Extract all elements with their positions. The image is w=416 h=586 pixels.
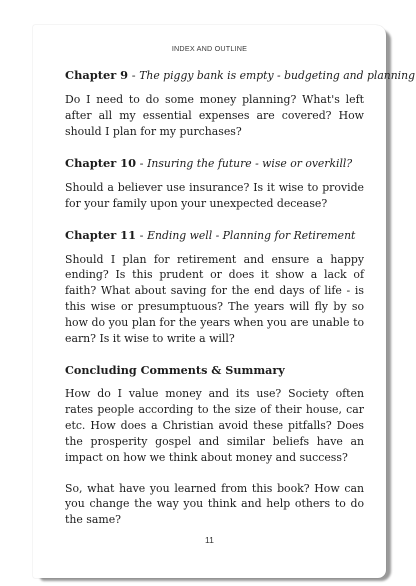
chapter-10-separator: - xyxy=(136,155,148,170)
chapter-11-subtitle: Ending well - Planning for Retirement xyxy=(147,228,356,242)
chapter-11-number: Chapter 11 xyxy=(65,227,137,242)
chapter-9-heading xyxy=(65,67,416,84)
chapter-9-number: Chapter 9 xyxy=(65,68,129,82)
concluding-paragraph-1: How do I value money and its use? Society often rates people according to the size of their house, car etc. How does a Christian avoid these pitfalls? Does the prosperity gospel and similar beliefs have an impact on how we think about money and success? xyxy=(65,386,364,464)
chapter-9-subtitle: The piggy bank is empty - budgeting and planning xyxy=(139,69,416,82)
chapter-9-summary: Do I need to do some money planning? What's left after all my essential expenses are covered? How should I plan for my purchases? xyxy=(65,93,364,138)
concluding-paragraph-2: So, what have you learned from this book? How can you change the way you think and help others to do the same? xyxy=(65,481,364,527)
chapter-11-summary: Should I plan for retirement and ensure a happy ending? Is this prudent or does it show a lack of faith? What about saving for the end days of life - is this wise or presumptuous? The years will fly by so how do you plan for the years when you are unable to earn? Is it wise to write a will? xyxy=(65,252,364,346)
chapter-10-heading xyxy=(65,155,364,172)
book-page xyxy=(33,25,416,578)
chapter-9-separator: - xyxy=(128,68,140,82)
page-number: 11 xyxy=(205,535,214,545)
chapter-11-separator: - xyxy=(136,227,148,242)
running-head: INDEX AND OUTLINE xyxy=(171,44,248,53)
chapter-10-summary: Should a believer use insurance? Is it wise to provide for your family upon your unexpected decease? xyxy=(65,180,364,210)
chapter-11-heading xyxy=(65,227,364,244)
page-body xyxy=(65,67,416,543)
chapter-10-subtitle: Insuring the future - wise or overkill? xyxy=(147,156,353,170)
concluding-heading: Concluding Comments & Summary xyxy=(65,362,285,377)
chapter-10-number: Chapter 10 xyxy=(65,155,137,170)
